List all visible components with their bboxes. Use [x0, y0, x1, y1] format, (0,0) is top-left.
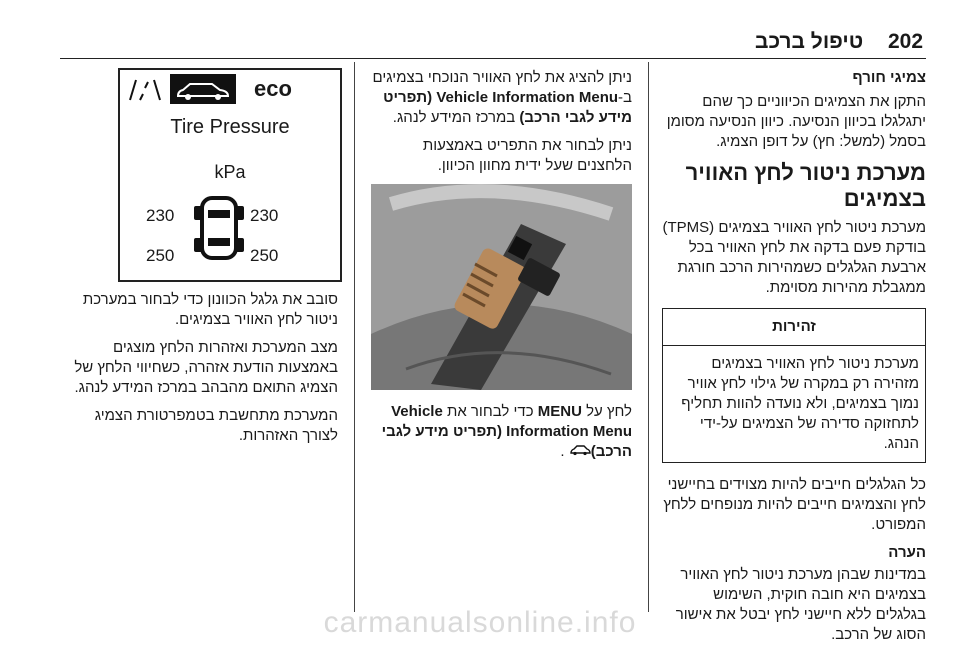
warning-body: מערכת ניטור לחץ האוויר בצמיגים מזהירה רק במקרה של גילוי לחץ אוויר נמוך בצמיגים, ולא נועדה להוות תחליף לתחזוקה סדירה של הצמיגים על-ידי הנהג. [681, 355, 919, 452]
road-lanes-icon [130, 80, 160, 100]
car-icon-highlight [170, 74, 236, 104]
menu-select-text: כדי לבחור את [442, 403, 538, 420]
vehicle-info-menu-label-2: Vehicle Information Menu (תפריט מידע לגבי הרכב) [381, 403, 632, 460]
note-body: במדינות שבהן מערכת ניטור לחץ האוויר בצמיגים היא חובה חוקית, השימוש בגלגלים ללא חיישני לחץ יבטל את אישור הסוג של הרכב. [675, 566, 926, 643]
tire-layout-icon [194, 198, 244, 258]
section-heading-tpms: מערכת ניטור לחץ האוויר בצמיגים [685, 160, 926, 211]
paragraph-vehicle-info [368, 68, 632, 128]
page-header [0, 0, 960, 56]
page-number: 202 [888, 30, 924, 53]
vehicle-info-prefix: ניתן להציג את לחץ האוויר הנוכחי בצמיגים ב- [372, 69, 632, 106]
right-column [662, 68, 926, 653]
note-title: הערה [888, 544, 926, 561]
paragraph-select-system: סובב את גלגל הכוונון כדי לבחור במערכת ניטור לחץ האוויר בצמיגים. [82, 291, 338, 328]
warning-box [662, 308, 926, 463]
middle-column [368, 68, 632, 470]
tire-pressure-display [118, 68, 342, 282]
car-icon [569, 443, 591, 460]
section-heading-directional-tires: צמיגי חורף [852, 69, 926, 86]
watermark: carmanualsonline.info [323, 606, 637, 639]
menu-button-label: MENU [537, 403, 582, 420]
paragraph-wheels: כל הגלגלים חייבים להיות מצוידים בחיישני לחץ והצמיגים חייבים להיות מנופחים ללחץ המפורט. [663, 476, 926, 533]
eco-label: eco [254, 76, 292, 101]
warning-title: זהירות [663, 309, 925, 346]
column-divider-left [354, 62, 355, 612]
front-left-pressure: 230 [146, 206, 175, 225]
front-right-pressure: 230 [250, 206, 279, 225]
paragraph-directional-tires: התקן את הצמיגים הכיווניים כך שהם יתגלגלו בכיוון הנסיעה. כיוון הנסיעה מסומן בסמל (למשל: חץ) על דופן הצמיג. [666, 93, 926, 150]
turn-signal-lever-photo [371, 184, 632, 390]
rear-left-pressure: 250 [146, 246, 175, 265]
paragraph-menu-button [368, 402, 632, 462]
menu-end-text: . [560, 443, 569, 460]
vehicle-info-suffix: במרכז המידע לנהג. [392, 109, 520, 126]
column-divider-right [648, 62, 649, 612]
display-title: Tire Pressure [170, 116, 290, 138]
vehicle-info-menu-label: Vehicle Information Menu (תפריט מידע לגבי הרכב) [383, 89, 632, 126]
paragraph-tpms: מערכת ניטור לחץ האוויר בצמיגים (TPMS) בודקת פעם בדקה את לחץ האוויר בכל ארבעת הגלגלים כשמהירות הרכב חורגת ממגבלת מהירות מסוימת. [662, 219, 926, 296]
left-column [74, 290, 338, 454]
rear-right-pressure: 250 [250, 246, 279, 265]
menu-press-text: לחץ על [581, 403, 632, 420]
paragraph-temperature: המערכת מתחשבת בטמפרטורת הצמיג לצורך האזהרות. [94, 407, 338, 444]
header-rule [60, 58, 926, 59]
running-title: טיפול ברכב [755, 30, 864, 53]
paragraph-turn-signal-lever: ניתן לבחור את התפריט באמצעות הלחצנים שעל ידית מחוון הכיוון. [422, 137, 632, 174]
display-unit: kPa [214, 162, 246, 182]
paragraph-status-warnings: מצב המערכת ואזהרות הלחץ מוצגים באמצעות הודעת אזהרה, כשחיווי הלחץ של הצמיג התואם מהבהב במרכז המידע לנהג. [74, 339, 338, 396]
lever-illustration-icon [371, 184, 632, 390]
